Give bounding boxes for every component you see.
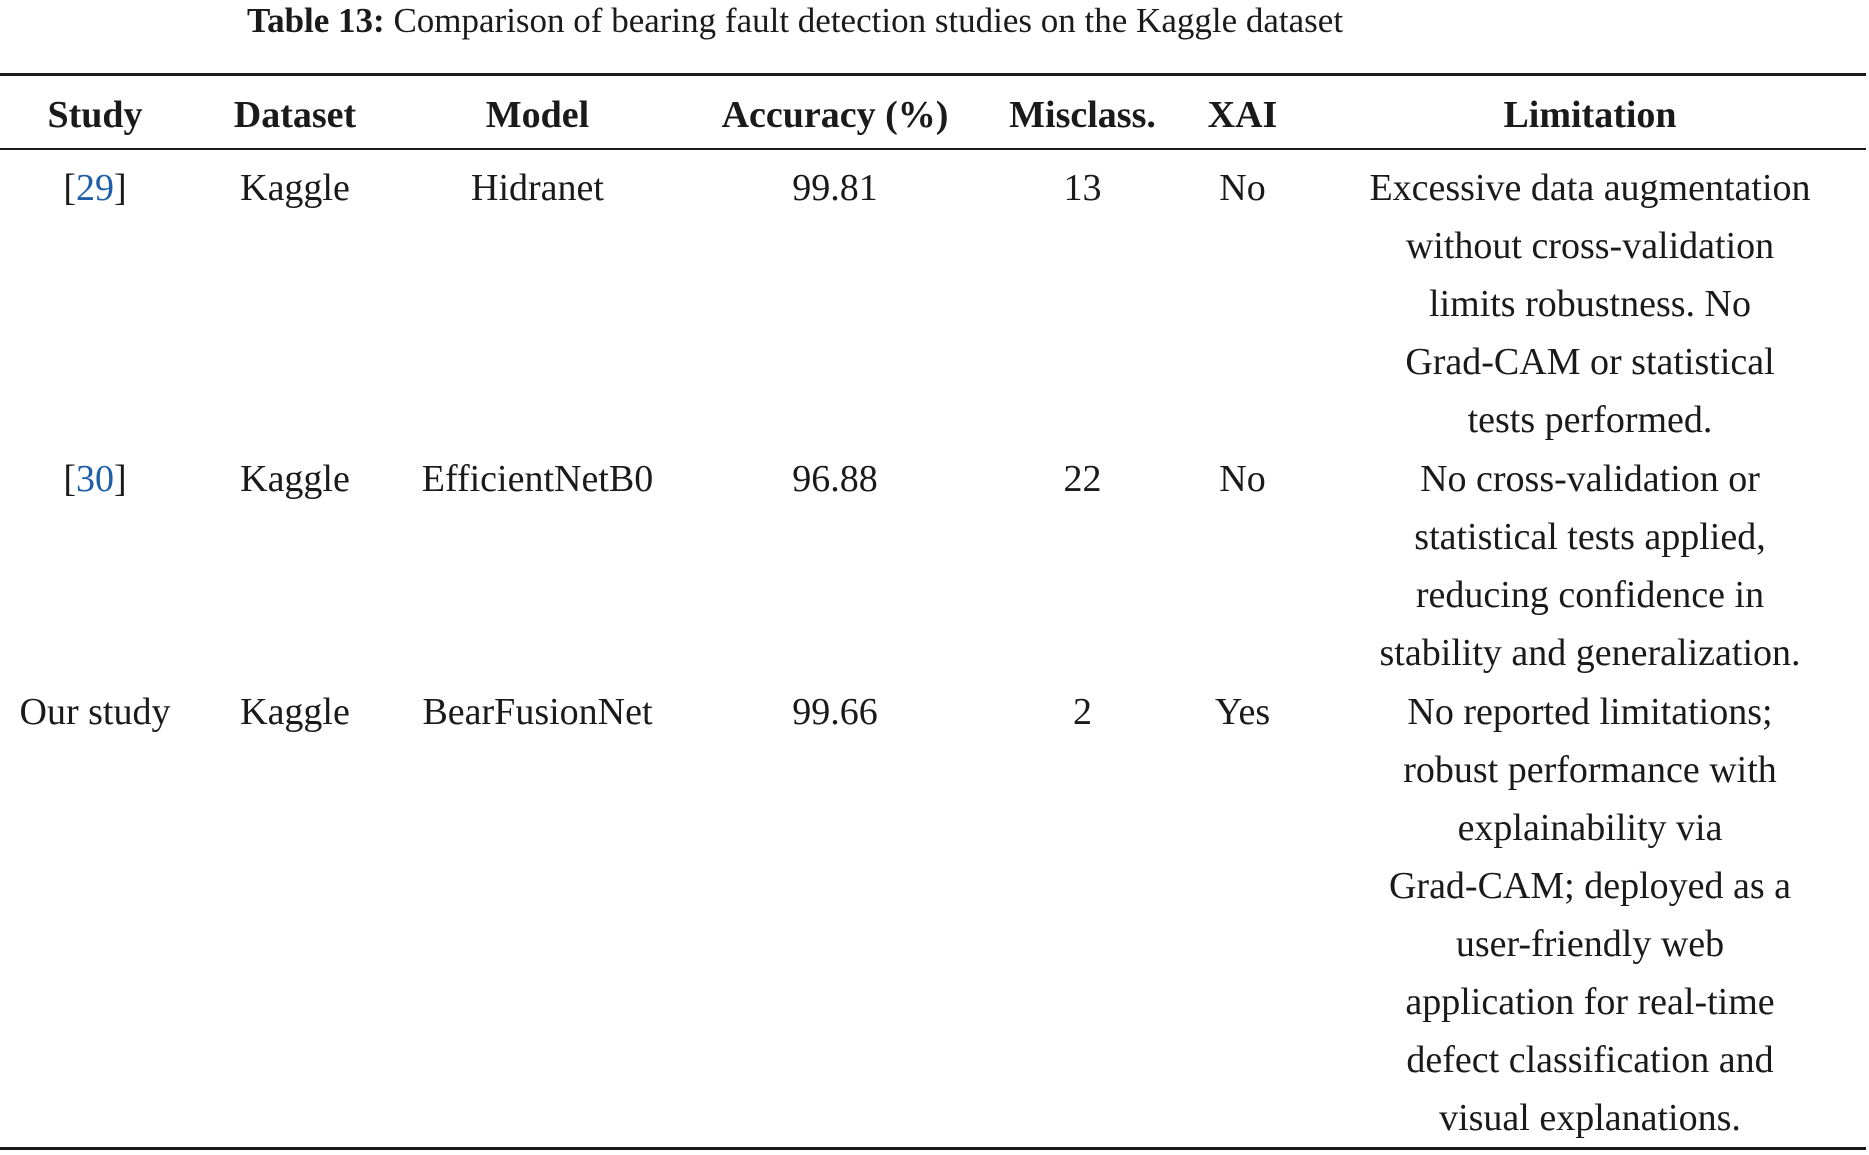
- table-bottom-rule: [0, 1147, 1866, 1150]
- table-caption-text: Comparison of bearing fault detection studies on the Kaggle dataset: [393, 1, 1344, 40]
- citation-link-30[interactable]: 30: [76, 458, 114, 500]
- row-3-study: Our study: [19, 691, 171, 733]
- citation-link-29[interactable]: 29: [76, 167, 114, 209]
- header-model: Model: [485, 94, 590, 136]
- row-3-model: BearFusionNet: [422, 691, 653, 733]
- row-1-study-open: [: [63, 167, 76, 209]
- row-1-model: Hidranet: [471, 167, 604, 209]
- row-1-limitation-line: Grad-CAM or statistical: [1405, 341, 1775, 383]
- row-2-limitation: [1310, 450, 1869, 682]
- row-3-limitation: [1310, 683, 1869, 1147]
- row-1-limitation-line: tests performed.: [1467, 399, 1713, 441]
- row-3-dataset: Kaggle: [240, 691, 350, 733]
- row-2-model: EfficientNetB0: [421, 458, 654, 500]
- row-2-misclass: 22: [1063, 458, 1102, 500]
- row-1-limitation-line: without cross-validation: [1405, 225, 1775, 267]
- row-1-accuracy: 99.81: [792, 167, 878, 209]
- header-limitation: Limitation: [1503, 94, 1677, 136]
- table-top-rule: [0, 73, 1866, 76]
- table-caption: [0, 0, 1590, 42]
- row-2-limitation-line: No cross-validation or: [1420, 458, 1760, 500]
- header-xai: XAI: [1207, 94, 1278, 136]
- row-3-xai: Yes: [1214, 691, 1271, 733]
- row-1-limitation: [1310, 159, 1869, 449]
- table-header-rule: [0, 148, 1866, 150]
- header-dataset: Dataset: [233, 94, 357, 136]
- header-misclass: Misclass.: [1009, 94, 1156, 136]
- row-3-limitation-line: Grad-CAM; deployed as a: [1388, 865, 1792, 907]
- row-2-limitation-line: statistical tests applied,: [1414, 516, 1766, 558]
- table-caption-label: Table 13:: [246, 1, 385, 40]
- row-1-dataset: Kaggle: [240, 167, 350, 209]
- row-3-limitation-line: visual explanations.: [1439, 1097, 1741, 1139]
- row-3-limitation-line: user-friendly web: [1455, 923, 1725, 965]
- header-accuracy: Accuracy (%): [721, 94, 949, 136]
- row-2-limitation-line: reducing confidence in: [1415, 574, 1765, 616]
- row-1-xai: No: [1219, 167, 1266, 209]
- row-3-limitation-line: defect classification and: [1406, 1039, 1774, 1081]
- row-2-limitation-line: stability and generalization.: [1379, 632, 1801, 674]
- row-2-study-close: ]: [114, 458, 127, 500]
- row-3-misclass: 2: [1073, 691, 1092, 733]
- row-2-accuracy: 96.88: [792, 458, 878, 500]
- row-1-limitation-line: Excessive data augmentation: [1369, 167, 1811, 209]
- row-2-study: [0, 450, 190, 508]
- row-2-xai: No: [1219, 458, 1266, 500]
- row-3-accuracy: 99.66: [792, 691, 878, 733]
- row-1-misclass: 13: [1063, 167, 1102, 209]
- row-3-limitation-line: robust performance with: [1403, 749, 1777, 791]
- row-3-limitation-line: application for real-time: [1405, 981, 1775, 1023]
- row-1-limitation-line: limits robustness. No: [1429, 283, 1751, 325]
- header-study: Study: [47, 94, 143, 136]
- row-2-dataset: Kaggle: [240, 458, 350, 500]
- row-1-study-close: ]: [114, 167, 127, 209]
- row-3-limitation-line: explainability via: [1457, 807, 1723, 849]
- row-3-limitation-line: No reported limitations;: [1407, 691, 1773, 733]
- row-1-study: [0, 159, 190, 217]
- row-2-study-open: [: [63, 458, 76, 500]
